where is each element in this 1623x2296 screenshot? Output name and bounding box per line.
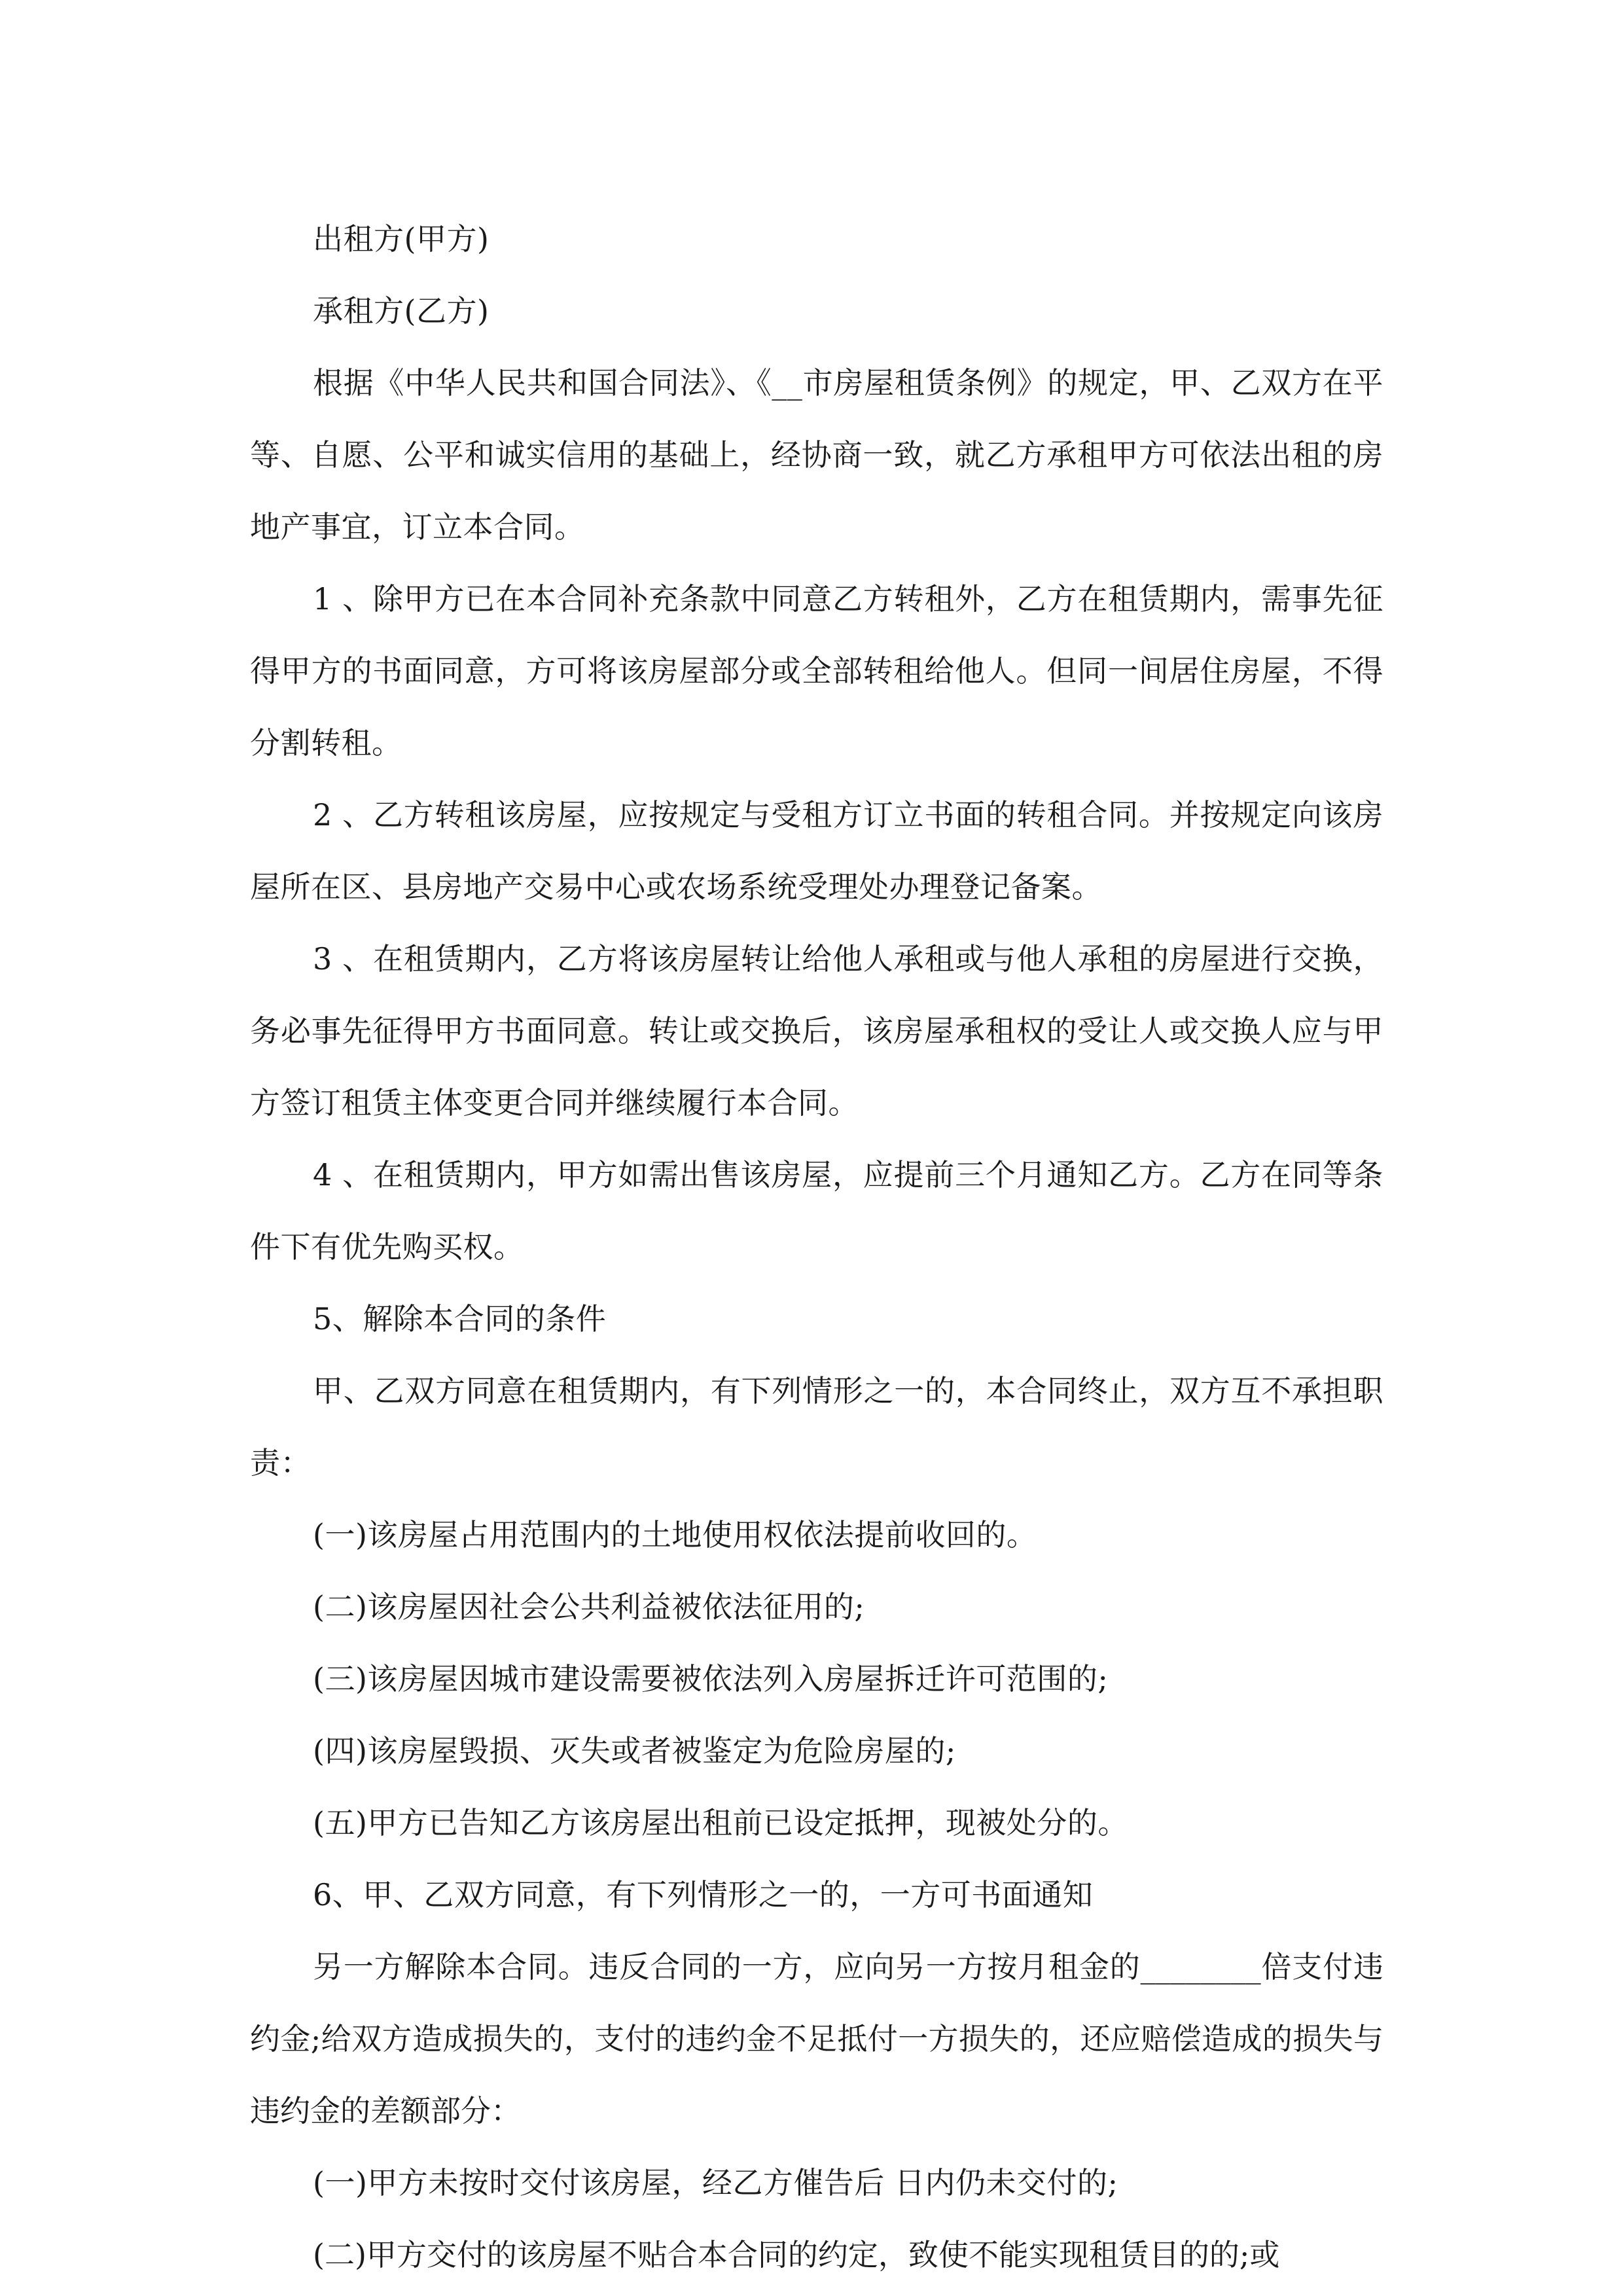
paragraph-clause-6-body: 另一方解除本合同。违反合同的一方，应向另一方按月租金的________倍支付违约金;给双方造成损失的，支付的违约金不足抵付一方损失的，还应赔偿造成的损失与违约金的差额部分： xyxy=(250,1949,1383,2128)
paragraph-clause-4: 4 、在租赁期内，甲方如需出售该房屋，应提前三个月通知乙方。乙方在同等条件下有优先购买权。 xyxy=(250,1157,1383,1265)
paragraph-item-1: (一)该房屋占用范围内的土地使用权依法提前收回的。 xyxy=(313,1517,1037,1552)
paragraph-clause-2: 2 、乙方转租该房屋，应按规定与受租方订立书面的转租合同。并按规定向该房屋所在区、县房地产交易中心或农场系统受理处办理登记备案。 xyxy=(250,797,1383,905)
document-body xyxy=(250,203,1383,2291)
paragraph-item-3: (三)该房屋因城市建设需要被依法列入房屋拆迁许可范围的; xyxy=(313,1661,1109,1696)
paragraph-clause-6-item-1: (一)甲方未按时交付该房屋，经乙方催告后 日内仍未交付的; xyxy=(313,2165,1118,2200)
paragraph-lessor: 出租方(甲方) xyxy=(313,221,490,257)
paragraph-clause-5-body: 甲、乙双方同意在租赁期内，有下列情形之一的，本合同终止，双方互不承担职责： xyxy=(250,1373,1383,1480)
paragraph-item-5: (五)甲方已告知乙方该房屋出租前已设定抵押，现被处分的。 xyxy=(313,1805,1128,1840)
paragraph-clause-3: 3 、在租赁期内，乙方将该房屋转让给他人承租或与他人承租的房屋进行交换，务必事先征得甲方书面同意。转让或交换后，该房屋承租权的受让人或交换人应与甲方签订租赁主体变更合同并继续履行本合同。 xyxy=(250,941,1383,1121)
paragraph-clause-6-heading: 6、甲、乙双方同意，有下列情形之一的，一方可书面通知 xyxy=(313,1877,1094,1912)
paragraph-item-4: (四)该房屋毁损、灭失或者被鉴定为危险房屋的; xyxy=(313,1733,956,1768)
paragraph-clause-1: 1 、除甲方已在本合同补充条款中同意乙方转租外，乙方在租赁期内，需事先征得甲方的书面同意，方可将该房屋部分或全部转租给他人。但同一间居住房屋，不得分割转租。 xyxy=(250,581,1383,761)
paragraph-preamble: 根据《中华人民共和国合同法》、《__市房屋租赁条例》的规定，甲、乙双方在平等、自愿、公平和诚实信用的基础上，经协商一致，就乙方承租甲方可依法出租的房地产事宜，订立本合同。 xyxy=(250,365,1383,545)
paragraph-item-2: (二)该房屋因社会公共利益被依法征用的; xyxy=(313,1589,865,1624)
paragraph-clause-6-item-2: (二)甲方交付的该房屋不贴合本合同的约定，致使不能实现租赁目的的;或 xyxy=(313,2237,1280,2272)
paragraph-clause-5-heading: 5、解除本合同的条件 xyxy=(313,1301,607,1336)
paragraph-lessee: 承租方(乙方) xyxy=(313,293,490,329)
